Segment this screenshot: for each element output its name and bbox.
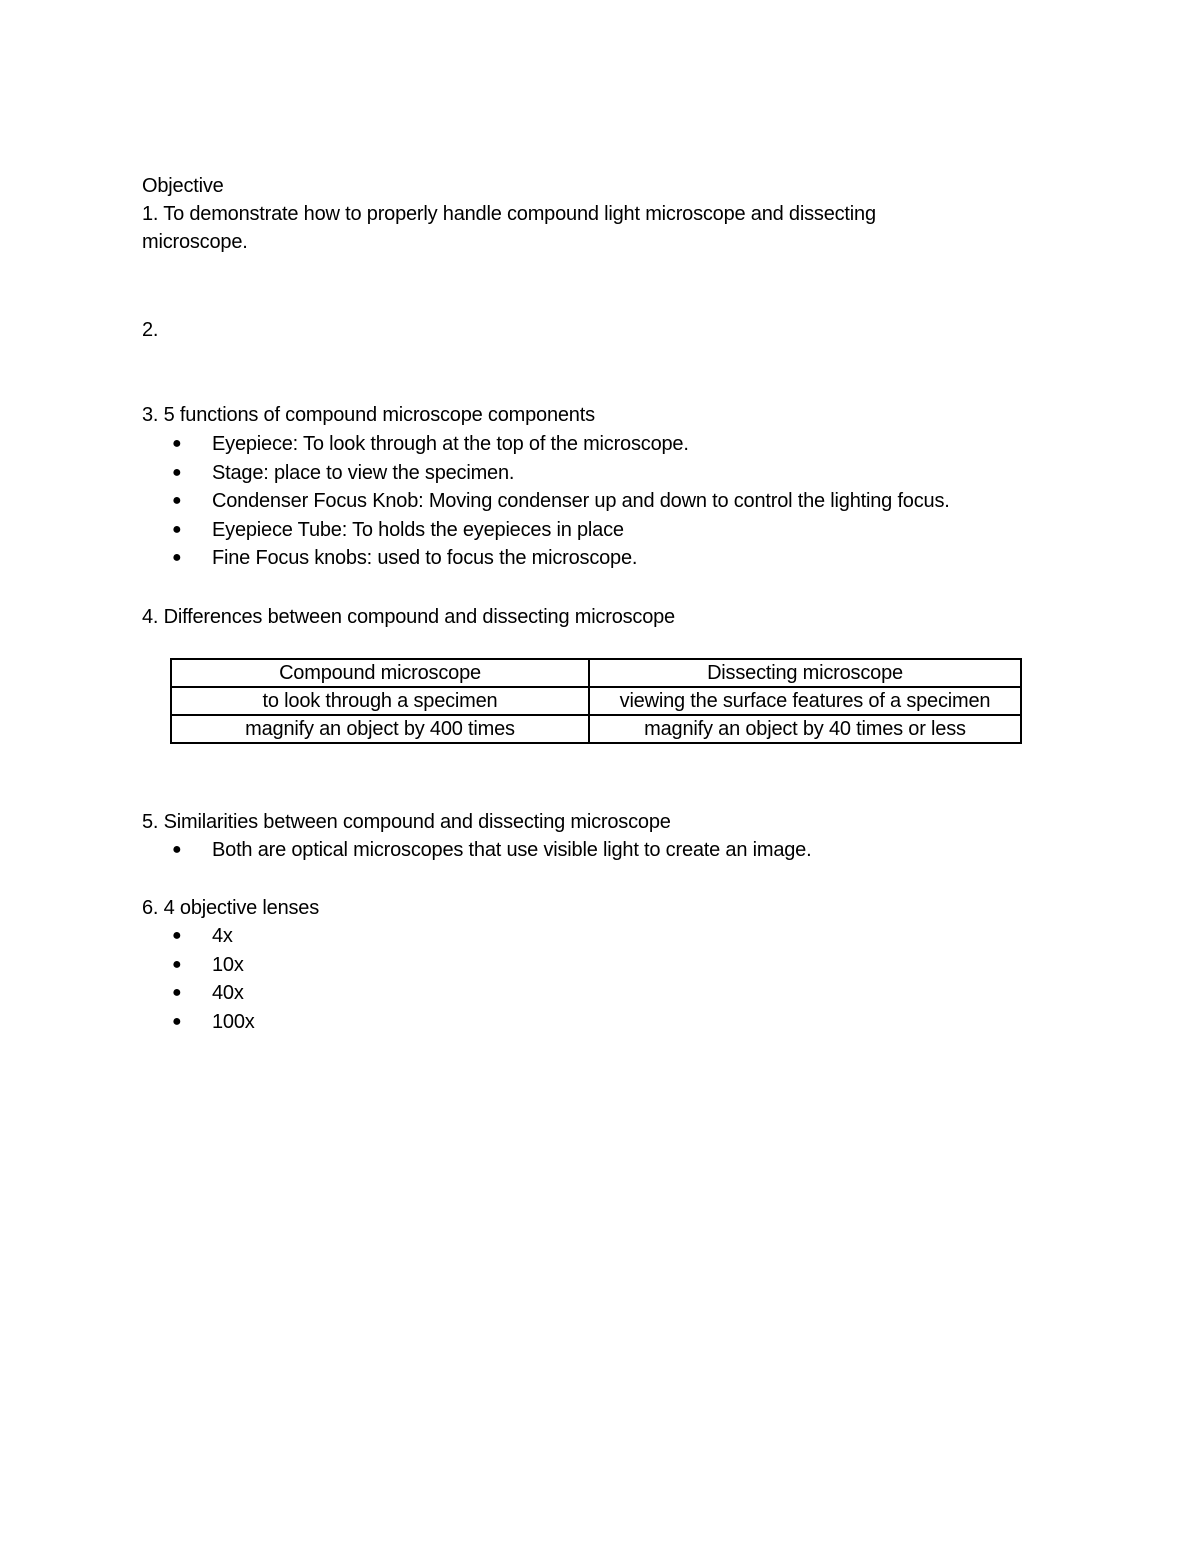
table-header-cell: Compound microscope — [171, 659, 589, 687]
table-cell: magnify an object by 40 times or less — [589, 715, 1021, 743]
item-3-bullet-text: Stage: place to view the specimen. — [212, 462, 515, 484]
item-3-bullet-text: Condenser Focus Knob: Moving condenser up and down to control the lighting focus. — [212, 490, 950, 512]
item-6-bullet-text: 10x — [212, 954, 244, 976]
bullet-icon: ● — [172, 549, 182, 566]
bullet-icon: ● — [172, 984, 182, 1001]
table-header-cell: Dissecting microscope — [589, 659, 1021, 687]
comparison-table — [170, 658, 1022, 744]
bullet-icon: ● — [172, 1013, 182, 1030]
item-3-bullet-text: Eyepiece: To look through at the top of the microscope. — [212, 433, 689, 455]
item-6-bullet-text: 40x — [212, 982, 244, 1004]
item-2-label: 2. — [142, 319, 159, 341]
bullet-icon: ● — [172, 927, 182, 944]
item-1-line-1: 1. To demonstrate how to properly handle compound light microscope and dissecting — [142, 203, 876, 225]
item-6-bullet-text: 100x — [212, 1011, 255, 1033]
bullet-icon: ● — [172, 956, 182, 973]
table-row — [171, 715, 1021, 743]
item-1-line-2: microscope. — [142, 231, 248, 253]
table-cell: magnify an object by 400 times — [171, 715, 589, 743]
table-cell: to look through a specimen — [171, 687, 589, 715]
table-header-row — [171, 659, 1021, 687]
bullet-icon: ● — [172, 521, 182, 538]
bullet-icon: ● — [172, 464, 182, 481]
item-3-bullet-text: Fine Focus knobs: used to focus the microscope. — [212, 547, 638, 569]
item-3-title: 3. 5 functions of compound microscope components — [142, 404, 595, 426]
item-6-bullet-text: 4x — [212, 925, 233, 947]
item-3-bullet-text: Eyepiece Tube: To holds the eyepieces in place — [212, 519, 624, 541]
objective-heading: Objective — [142, 175, 224, 197]
bullet-icon: ● — [172, 492, 182, 509]
table-cell: viewing the surface features of a specimen — [589, 687, 1021, 715]
item-5-title: 5. Similarities between compound and dissecting microscope — [142, 811, 671, 833]
bullet-icon: ● — [172, 435, 182, 452]
bullet-icon: ● — [172, 841, 182, 858]
item-6-title: 6. 4 objective lenses — [142, 897, 320, 919]
item-5-bullet-text: Both are optical microscopes that use visible light to create an image. — [212, 839, 812, 861]
item-4-title: 4. Differences between compound and dissecting microscope — [142, 606, 675, 628]
table-row — [171, 687, 1021, 715]
